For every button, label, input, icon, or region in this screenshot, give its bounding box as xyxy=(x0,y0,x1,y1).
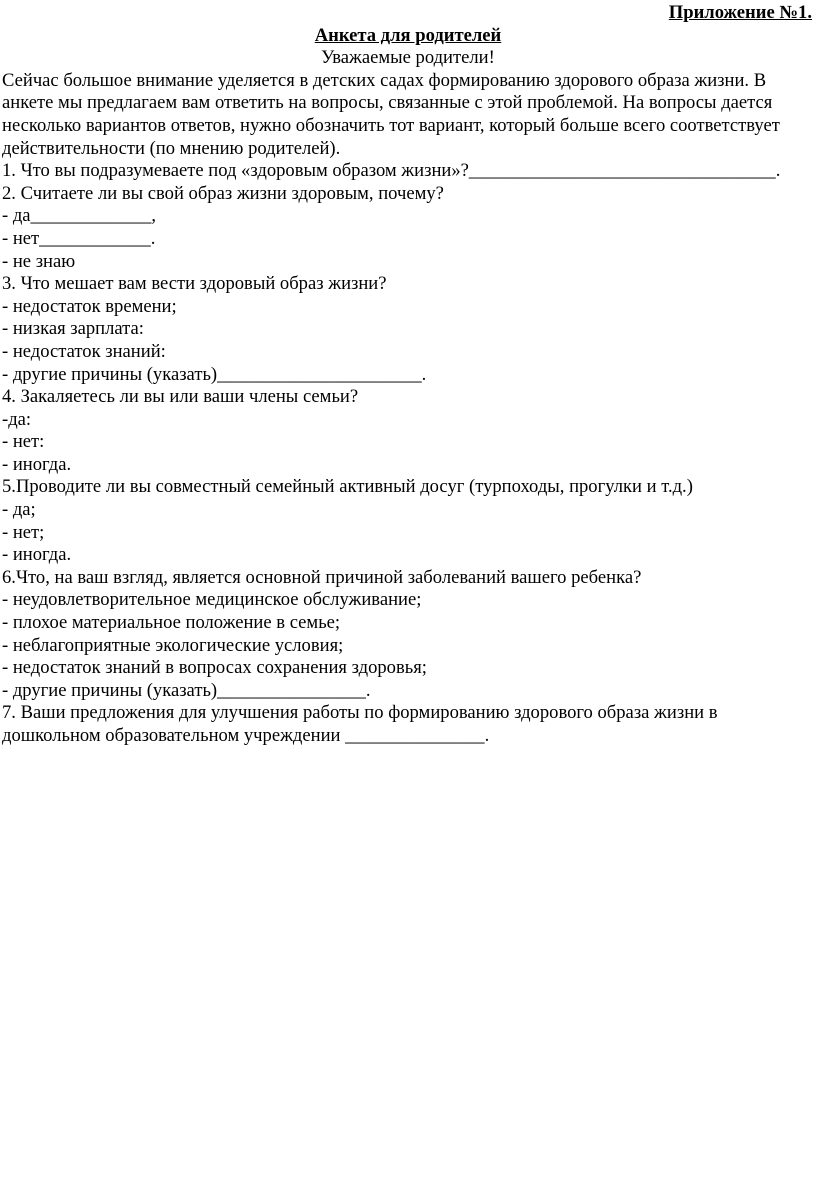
document-page xyxy=(0,2,816,748)
question-1: 1. Что вы подразумеваете под «здоровым образом жизни»?_________________________________. xyxy=(2,160,781,182)
question-4-option: - нет: xyxy=(2,431,45,453)
greeting: Уважаемые родители! xyxy=(321,47,495,69)
questionnaire-title: Анкета для родителей xyxy=(314,24,502,46)
question-3-option: - другие причины (указать)______________________. xyxy=(2,363,427,385)
question-7: 7. Ваши предложения для улучшения работы по формированию здорового образа жизни в дошкольном образовательном учреждении _______________. xyxy=(2,702,718,746)
question-3: 3. Что мешает вам вести здоровый образ жизни? xyxy=(2,273,387,295)
question-4: 4. Закаляетесь ли вы или ваши члены семьи? xyxy=(2,386,359,408)
question-3-option: - недостаток знаний: xyxy=(2,340,166,362)
question-2-option: - не знаю xyxy=(2,250,76,272)
question-2: 2. Считаете ли вы свой образ жизни здоровым, почему? xyxy=(2,182,444,204)
question-6-option: - плохое материальное положение в семье; xyxy=(2,612,341,634)
question-3-option: - недостаток времени; xyxy=(2,295,177,317)
question-2-option: - да_____________, xyxy=(2,205,157,227)
question-6-option: - неблагоприятные экологические условия; xyxy=(2,634,344,656)
question-5-option: - да; xyxy=(2,499,36,521)
question-6-option: - другие причины (указать)________________. xyxy=(2,679,371,701)
question-5-option: - иногда. xyxy=(2,544,72,566)
question-5-option: - нет; xyxy=(2,521,45,543)
question-6-option: - недостаток знаний в вопросах сохранения здоровья; xyxy=(2,657,427,679)
question-3-option: - низкая зарплата: xyxy=(2,318,144,340)
question-6-option: - неудовлетворительное медицинское обслуживание; xyxy=(2,589,422,611)
appendix-label: Приложение №1. xyxy=(668,2,812,23)
question-2-option: - нет____________. xyxy=(2,227,156,249)
question-4-option: - иногда. xyxy=(2,453,72,475)
question-4-option: -да: xyxy=(2,408,32,430)
question-5: 5.Проводите ли вы совместный семейный активный досуг (турпоходы, прогулки и т.д.) xyxy=(2,476,693,498)
question-6: 6.Что, на ваш взгляд, является основной причиной заболеваний вашего ребенка? xyxy=(2,566,642,588)
intro-paragraph: Сейчас большое внимание уделяется в детских садах формированию здорового образа жизни. В анкете мы предлагаем вам ответить на вопросы, связанные с этой проблемой. На вопросы дается несколько вариантов ответов, нужно обозначить тот вариант, который больше всего соответствует действительности (по мнению родителей). xyxy=(2,69,780,159)
